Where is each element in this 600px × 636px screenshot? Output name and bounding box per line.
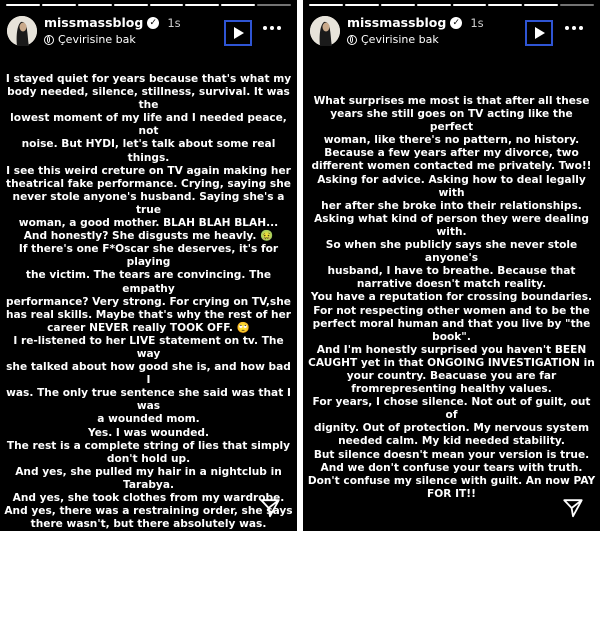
share-icon[interactable]: [562, 497, 584, 519]
progress-bars: [6, 4, 291, 6]
progress-segment: [309, 4, 343, 6]
story-line: If there's one F*Oscar she deserves, it's for playing: [18, 243, 279, 269]
timestamp: 1s: [470, 15, 484, 30]
story-panel-left: [0, 0, 297, 635]
story-line: You have a reputation for crossing boundaries.: [310, 291, 593, 304]
story-line: Asking for advice. Asking how to deal legally with: [317, 173, 586, 199]
story-line: she talked about how good she is, and how bad I: [6, 361, 291, 387]
progress-segment: [221, 4, 255, 6]
story-line: narrative doesn't match reality.: [356, 278, 547, 291]
username-row[interactable]: [347, 15, 484, 30]
story-line: noise. But HYDI, let's talk about some real things.: [21, 138, 276, 164]
verified-icon: ✓: [147, 17, 159, 29]
progress-segment: [345, 4, 379, 6]
progress-segment: [453, 4, 487, 6]
story-line: And honestly? She disgusts me heavly. 🤢: [23, 230, 274, 243]
story-line: she claims she has them on her defens.: [30, 583, 267, 596]
story-line: has real skills. Maybe that's why the rest of her: [5, 308, 291, 321]
more-icon-dot: [565, 26, 569, 30]
story-line: And yes, she took clothes from my wardrobe.: [12, 492, 285, 504]
story-line: What surprises me most is that after all these: [313, 95, 590, 107]
story-line: woman, a good mother. BLAH BLAH BLAH...: [18, 217, 279, 230]
story-line: years she still goes on TV acting like the perfect: [330, 108, 573, 134]
story-line: Asking what kind of person they were dealing: [314, 212, 589, 225]
story-line: FOR IT!!: [427, 487, 476, 500]
story-line: don't hold up.: [106, 452, 191, 465]
globe-icon: [44, 35, 54, 45]
more-icon-dot: [277, 26, 281, 30]
translate-label[interactable]: Çevirisine bak: [361, 33, 439, 46]
story-text: [4, 73, 293, 636]
more-icon-dot: [270, 26, 274, 30]
story-line: dignity. Out of protection. My nervous system: [313, 422, 589, 435]
story-line: CAUGHT yet in that ONGOING INVESTIGATION in: [308, 356, 595, 369]
story-line: Tarabya.: [122, 478, 175, 491]
more-icon-dot: [572, 26, 576, 30]
username[interactable]: missmassblog: [44, 15, 144, 30]
story-text: [307, 95, 596, 501]
story-line: career NEVER really TOOK OFF. 🙄: [47, 321, 250, 334]
progress-bars: [309, 4, 594, 6]
story-line: was. The only true sentence she said was that I was: [6, 387, 291, 413]
story-line: body needed, silence, stillness, survival. It was the: [7, 86, 290, 112]
avatar[interactable]: [7, 16, 37, 46]
story-line: with.: [436, 225, 467, 238]
progress-segment: [417, 4, 451, 6]
username[interactable]: missmassblog: [347, 15, 447, 30]
play-icon: [234, 27, 244, 39]
share-icon[interactable]: [259, 497, 281, 519]
story-line: For years, I chose silence. Not out of guilt, out of: [312, 396, 591, 422]
story-line: So when she publicly says she never stole anyone's: [325, 239, 578, 265]
verified-icon: ✓: [450, 17, 462, 29]
story-line: a wounded mom.: [97, 413, 200, 426]
story-line: needed calm. My kid needed stability.: [338, 435, 565, 448]
translate-link[interactable]: [347, 33, 439, 46]
play-icon: [535, 27, 545, 39]
more-icon-dot: [263, 26, 267, 30]
play-button[interactable]: [224, 20, 252, 46]
globe-icon: [347, 35, 357, 45]
story-line: her after she broke into their relationships.: [321, 199, 582, 212]
progress-segment: [488, 4, 522, 6]
story-line: perfect moral human and that you live by "the: [312, 317, 591, 330]
more-options-button[interactable]: [263, 26, 281, 30]
progress-segment: [6, 4, 40, 6]
username-row[interactable]: [44, 15, 181, 30]
story-line: performance? Very strong. For crying on TV,she: [6, 295, 291, 308]
translate-label[interactable]: Çevirisine bak: [58, 33, 136, 46]
story-line: never stole anyone's husband. Saying she's a true: [12, 190, 285, 216]
more-icon-dot: [579, 26, 583, 30]
progress-segment: [381, 4, 415, 6]
progress-segment: [257, 4, 291, 6]
progress-segment: [185, 4, 219, 6]
story-line: Yes. I was wounded.: [88, 426, 209, 439]
progress-segment: [42, 4, 76, 6]
story-line: I stayed quiet for years because that's what my: [5, 73, 292, 85]
story-line: But silence doesn't mean your version is true.: [313, 448, 590, 461]
timestamp: 1s: [167, 15, 181, 30]
progress-segment: [114, 4, 148, 6]
story-line: I see this weird creture on TV again making her: [6, 164, 291, 177]
story-line: Because a few years after my divorce, two: [324, 147, 579, 160]
story-line: Don't confuse my silence with guilt. An now PAY: [307, 474, 596, 487]
story-line: different women contacted me privately. Two!!: [311, 160, 592, 173]
story-panel-right: [303, 0, 600, 531]
story-line: there wasn't, but there absolutely was.: [30, 518, 267, 531]
avatar[interactable]: [310, 16, 340, 46]
story-line: theatrical fake performance. Crying, saying she: [6, 177, 291, 190]
story-line: your country. Beacuase you are far: [346, 369, 557, 382]
progress-segment: [560, 4, 594, 6]
story-line: And we don't confuse your tears with truth.: [320, 461, 583, 474]
play-button[interactable]: [525, 20, 553, 46]
story-line: Everything she mentioned in that live is nothing: [28, 596, 269, 622]
story-line: I re-listened to her LIVE statement on tv. The way: [13, 334, 284, 360]
story-line: book".: [432, 330, 471, 343]
story-line: And I'm honestly surprised you haven't BEEN: [316, 343, 587, 356]
progress-segment: [150, 4, 184, 6]
translate-link[interactable]: [44, 33, 136, 46]
story-line: but a pack of lies.: [95, 622, 202, 635]
story-line: For not respecting other women and to be the: [313, 304, 590, 317]
progress-segment: [78, 4, 112, 6]
story-line: delete the security camera footage, even though: [24, 557, 273, 583]
story-line: the victim. The tears are convincing. The empathy: [25, 269, 272, 295]
progress-segment: [524, 4, 558, 6]
story-line: fromrepresenting healthy values.: [351, 383, 552, 396]
story-line: And yes, there was a restraining order, she says: [4, 505, 293, 518]
more-options-button[interactable]: [565, 26, 583, 30]
story-line: husband, I have to breathe. Because that: [327, 265, 576, 278]
story-line: And yes, she pulled my hair in a nightclub in: [15, 465, 282, 478]
story-line: woman, like there's no pattern, no history.: [323, 134, 580, 147]
story-line: And yes, they went to the owners of those venues to: [21, 531, 276, 557]
story-line: lowest moment of my life and I needed peace, not: [10, 112, 287, 138]
story-line: The rest is a complete string of lies that simply: [6, 439, 291, 452]
